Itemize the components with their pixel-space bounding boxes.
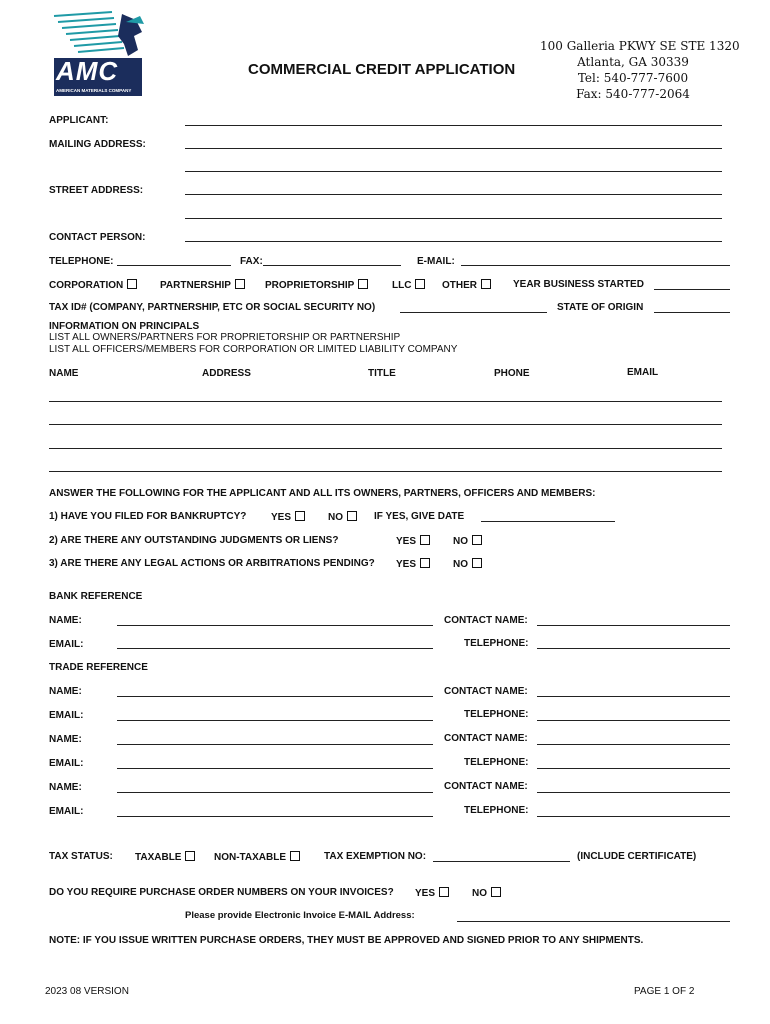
taxable-label: TAXABLE: [135, 852, 182, 863]
trade2-telephone-label: TELEPHONE:: [464, 757, 529, 768]
page-number: PAGE 1 OF 2: [634, 986, 695, 997]
bank-contact-name-field[interactable]: [537, 625, 730, 626]
llc-checkbox[interactable]: [415, 279, 425, 289]
trade3-telephone-field[interactable]: [537, 816, 730, 817]
state-origin-label: STATE OF ORIGIN: [557, 302, 644, 313]
q2-no-checkbox[interactable]: [472, 535, 482, 545]
telephone-label: TELEPHONE:: [49, 256, 114, 267]
po-yes-label: YES: [415, 888, 436, 899]
proprietorship-option: [265, 279, 368, 291]
logo-text: AMC: [56, 56, 119, 86]
principal-row-2[interactable]: [49, 424, 722, 425]
trade1-telephone-label: TELEPHONE:: [464, 709, 529, 720]
other-label: OTHER: [442, 280, 477, 291]
non-taxable-option: [214, 851, 300, 863]
trade2-contact-name-label: CONTACT NAME:: [444, 733, 528, 744]
contact-person-field[interactable]: [185, 241, 722, 242]
trade2-name-label: NAME:: [49, 734, 82, 745]
corporation-option: [49, 279, 137, 291]
trade2-email-label: EMAIL:: [49, 758, 84, 769]
logo-subtext: AMERICAN MATERIALS COMPANY: [56, 88, 132, 93]
trade2-telephone-field[interactable]: [537, 768, 730, 769]
mailing-address-field-2[interactable]: [185, 171, 722, 172]
invoice-email-field[interactable]: [457, 921, 730, 922]
trade3-email-label: EMAIL:: [49, 806, 84, 817]
company-address: [540, 38, 740, 102]
trade1-email-label: EMAIL:: [49, 710, 84, 721]
bankruptcy-date-field[interactable]: [481, 521, 615, 522]
trade2-contact-name-field[interactable]: [537, 744, 730, 745]
trade1-telephone-field[interactable]: [537, 720, 730, 721]
telephone-field[interactable]: [117, 265, 231, 266]
question-2: 2) ARE THERE ANY OUTSTANDING JUDGMENTS OR LIENS?: [49, 535, 339, 546]
col-title: TITLE: [368, 368, 396, 379]
page-title: COMMERCIAL CREDIT APPLICATION: [248, 61, 516, 78]
po-yes-checkbox[interactable]: [439, 887, 449, 897]
trade1-email-field[interactable]: [117, 720, 433, 721]
question-1: 1) HAVE YOU FILED FOR BANKRUPTCY?: [49, 511, 247, 522]
applicant-field[interactable]: [185, 125, 722, 126]
principals-heading: INFORMATION ON PRINCIPALS: [49, 321, 200, 332]
invoice-email-label: Please provide Electronic Invoice E-MAIL Address:: [185, 910, 415, 921]
non-taxable-checkbox[interactable]: [290, 851, 300, 861]
q3-yes-label: YES: [396, 559, 417, 570]
principal-row-1[interactable]: [49, 401, 722, 402]
trade3-telephone-label: TELEPHONE:: [464, 805, 529, 816]
other-option: [442, 279, 491, 291]
bank-name-field[interactable]: [117, 625, 433, 626]
tax-exemption-field[interactable]: [433, 861, 570, 862]
mailing-address-field[interactable]: [185, 148, 722, 149]
address-line: Fax: 540-777-2064: [576, 87, 690, 101]
trade-reference-heading: TRADE REFERENCE: [49, 662, 148, 673]
q2-yes-label: YES: [396, 536, 417, 547]
taxable-option: [135, 851, 195, 863]
q3-yes-option: [396, 558, 430, 570]
q3-yes-checkbox[interactable]: [420, 558, 430, 568]
trade2-name-field[interactable]: [117, 744, 433, 745]
principals-instruction-2: LIST ALL OFFICERS/MEMBERS FOR CORPORATION OR LIMITED LIABILITY COMPANY: [49, 344, 458, 355]
bank-reference-heading: BANK REFERENCE: [49, 591, 143, 602]
bank-name-label: NAME:: [49, 615, 82, 626]
q2-no-label: NO: [453, 536, 468, 547]
po-no-option: [472, 887, 501, 899]
note-text: NOTE: IF YOU ISSUE WRITTEN PURCHASE ORDERS, THEY MUST BE APPROVED AND SIGNED PRIOR TO ANY SHIPMENTS.: [49, 935, 644, 946]
proprietorship-label: PROPRIETORSHIP: [265, 280, 355, 291]
year-started-field[interactable]: [654, 289, 730, 290]
address-line: Tel: 540-777-7600: [577, 71, 689, 85]
principals-instruction-1: LIST ALL OWNERS/PARTNERS FOR PROPRIETORSHIP OR PARTNERSHIP: [49, 332, 401, 343]
trade3-email-field[interactable]: [117, 816, 433, 817]
trade1-contact-name-field[interactable]: [537, 696, 730, 697]
corporation-label: CORPORATION: [49, 280, 124, 291]
q1-yes-label: YES: [271, 512, 292, 523]
col-email: EMAIL: [627, 367, 659, 378]
trade1-name-label: NAME:: [49, 686, 82, 697]
mailing-address-label: MAILING ADDRESS:: [49, 139, 146, 150]
col-phone: PHONE: [494, 368, 530, 379]
principal-row-3[interactable]: [49, 448, 722, 449]
bank-telephone-field[interactable]: [537, 648, 730, 649]
tax-exemption-label: TAX EXEMPTION NO:: [324, 851, 427, 862]
applicant-label: APPLICANT:: [49, 115, 109, 126]
principal-row-4[interactable]: [49, 471, 722, 472]
version-label: 2023 08 VERSION: [45, 986, 129, 997]
other-checkbox[interactable]: [481, 279, 491, 289]
col-name: NAME: [49, 368, 79, 379]
taxable-checkbox[interactable]: [185, 851, 195, 861]
q2-no-option: [453, 535, 482, 547]
q1-no-label: NO: [328, 512, 343, 523]
q3-no-option: [453, 558, 482, 570]
street-address-field[interactable]: [185, 194, 722, 195]
q1-yes-option: [271, 511, 305, 523]
po-question: DO YOU REQUIRE PURCHASE ORDER NUMBERS ON YOUR INVOICES?: [49, 887, 394, 898]
partnership-option: [160, 279, 245, 291]
questions-intro: ANSWER THE FOLLOWING FOR THE APPLICANT AND ALL ITS OWNERS, PARTNERS, OFFICERS AND MEMBERS:: [49, 488, 596, 499]
llc-option: [392, 279, 425, 291]
contact-person-label: CONTACT PERSON:: [49, 232, 146, 243]
llc-label: LLC: [392, 280, 412, 291]
trade3-name-field[interactable]: [117, 792, 433, 793]
bank-email-label: EMAIL:: [49, 639, 84, 650]
q1-no-checkbox[interactable]: [347, 511, 357, 521]
tax-id-label: TAX ID# (COMPANY, PARTNERSHIP, ETC OR SOCIAL SECURITY NO): [49, 302, 376, 313]
tax-id-field[interactable]: [400, 312, 547, 313]
proprietorship-checkbox[interactable]: [358, 279, 368, 289]
email-field[interactable]: [461, 265, 730, 266]
po-no-checkbox[interactable]: [491, 887, 501, 897]
state-origin-field[interactable]: [654, 312, 730, 313]
q2-yes-option: [396, 535, 430, 547]
trade2-email-field[interactable]: [117, 768, 433, 769]
year-started-label: YEAR BUSINESS STARTED: [513, 279, 644, 290]
address-line: 100 Galleria PKWY SE STE 1320: [540, 39, 740, 53]
fax-field[interactable]: [263, 265, 401, 266]
trade3-name-label: NAME:: [49, 782, 82, 793]
trade3-contact-name-label: CONTACT NAME:: [444, 781, 528, 792]
q1-ifyes-label: IF YES, GIVE DATE: [374, 511, 465, 522]
bank-contact-name-label: CONTACT NAME:: [444, 615, 528, 626]
bank-telephone-label: TELEPHONE:: [464, 638, 529, 649]
question-3: 3) ARE THERE ANY LEGAL ACTIONS OR ARBITRATIONS PENDING?: [49, 558, 375, 569]
trade3-contact-name-field[interactable]: [537, 792, 730, 793]
street-address-label: STREET ADDRESS:: [49, 185, 144, 196]
po-yes-option: [415, 887, 449, 899]
trade1-name-field[interactable]: [117, 696, 433, 697]
corporation-checkbox[interactable]: [127, 279, 137, 289]
partnership-label: PARTNERSHIP: [160, 280, 231, 291]
address-line: Atlanta, GA 30339: [577, 55, 689, 69]
q3-no-label: NO: [453, 559, 468, 570]
partnership-checkbox[interactable]: [235, 279, 245, 289]
q2-yes-checkbox[interactable]: [420, 535, 430, 545]
q1-yes-checkbox[interactable]: [295, 511, 305, 521]
tax-status-label: TAX STATUS:: [49, 851, 113, 862]
trade1-contact-name-label: CONTACT NAME:: [444, 686, 528, 697]
fax-label: FAX:: [240, 256, 263, 267]
q3-no-checkbox[interactable]: [472, 558, 482, 568]
include-certificate-label: (INCLUDE CERTIFICATE): [577, 851, 697, 862]
email-label: E-MAIL:: [417, 256, 455, 267]
q1-no-option: [328, 511, 357, 523]
po-no-label: NO: [472, 888, 487, 899]
street-address-field-2[interactable]: [185, 218, 722, 219]
col-address: ADDRESS: [202, 368, 251, 379]
bank-email-field[interactable]: [117, 648, 433, 649]
non-taxable-label: NON-TAXABLE: [214, 852, 287, 863]
